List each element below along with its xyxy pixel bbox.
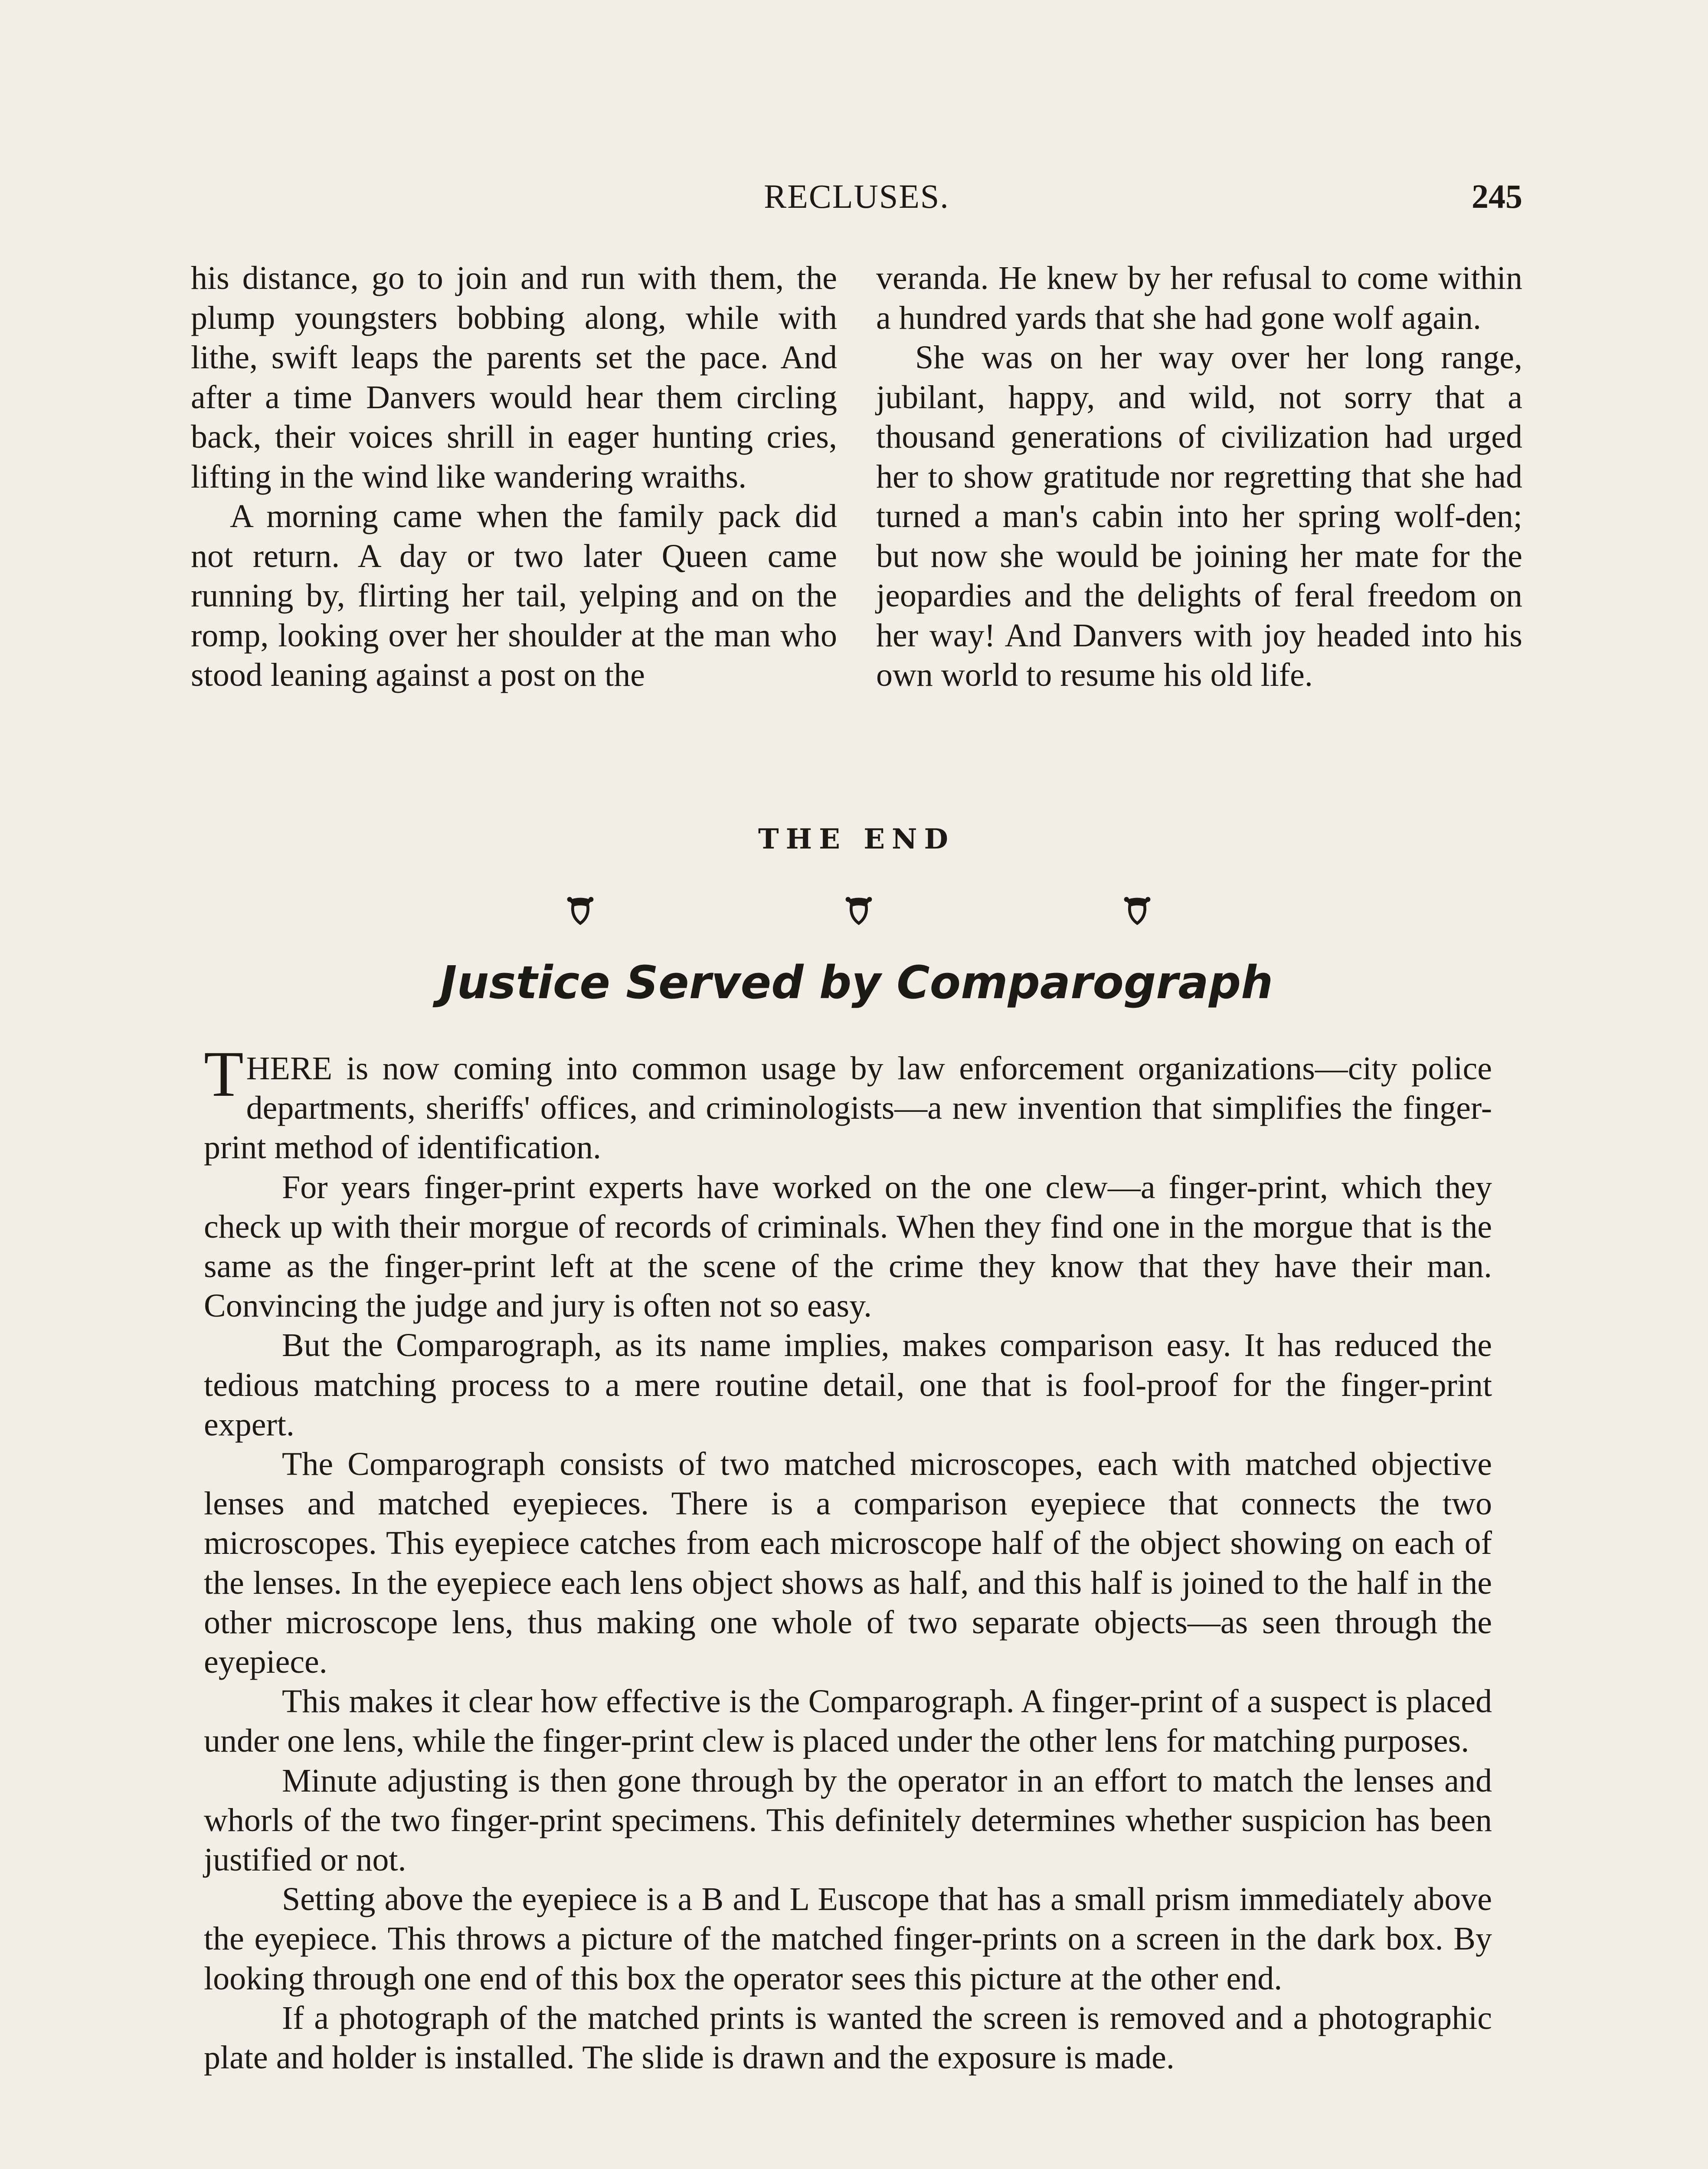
acorn-ornament-icon [1121, 894, 1154, 927]
right-column [876, 259, 1522, 695]
page-number: 245 [1472, 177, 1522, 215]
article-body [204, 1038, 1492, 2077]
article-paragraph-1 [204, 1038, 1492, 1168]
article-paragraph: Minute adjusting is then gone through by the operator in an effort to match the lenses and whorls of the two finger-print specimens. This definitely determines whether suspicion has been justified or not. [204, 1762, 1492, 1878]
section-ornaments [564, 894, 1154, 941]
right-paragraph-1: veranda. He knew by her refusal to come within a hundred yards that she had gone wolf again. [876, 260, 1522, 336]
acorn-ornament-icon [842, 894, 875, 927]
article-paragraph: For years finger-print experts have worked on the one clew—a finger-print, which they check up with their morgue of records of criminals. When they find one in the morgue that is the same as the finger-print left at the scene of the crime they know that they have their man. Convincing the judge and jury is often not so easy. [204, 1169, 1492, 1324]
right-paragraph-2: She was on her way over her long range, jubilant, happy, and wild, not sorry that a thousand generations of civilization had urged her to show gratitude nor regretting that she had turned a man's cabin into her spring wolf-den; but now she would be joining her mate for the jeopardies and the delights of feral freedom on her way! And Danvers with joy headed into his own world to resume his old life. [876, 339, 1522, 693]
article-paragraph: But the Comparograph, as its name implies, makes comparison easy. It has reduced the tedious matching process to a mere routine detail, one that is fool-proof for the finger-print expert. [204, 1327, 1492, 1443]
story-columns [191, 259, 1522, 695]
article-paragraph: The Comparograph consists of two matched microscopes, each with matched objective lenses and matched eyepieces. There is a comparison eyepiece that connects the two microscopes. This eyepiece catches from each microscope half of the object showing on each of the lenses. In the eyepiece each lens object shows as half, and this half is joined to the half in the other microscope lens, thus making one whole of two separate objects—as seen through the eyepiece. [204, 1446, 1492, 1681]
article-paragraph: If a photograph of the matched prints is wanted the screen is removed and a photographic plate and holder is installed. The slide is drawn and the exposure is made. [204, 1999, 1492, 2076]
left-paragraph-1: his distance, go to join and run with them, the plump youngsters bobbing along, while with lithe, swift leaps the parents set the pace. And after a time Danvers would hear them circling back, their voices shrill in eager hunting cries, lifting in the wind like wandering wraiths. [191, 260, 837, 495]
left-column [191, 259, 837, 695]
article-title: Justice Served by Comparograph [440, 956, 1273, 1009]
running-head [191, 173, 1522, 220]
running-title: RECLUSES. [764, 177, 949, 215]
left-paragraph-2: A morning came when the family pack did not return. A day or two later Queen came running by, flirting her tail, yelping and on the romp, looking over her shoulder at the man who stood leaning against a post on the [191, 498, 837, 693]
acorn-ornament-icon [564, 894, 597, 927]
article-paragraph: Setting above the eyepiece is a B and L Euscope that has a small prism immediately above the eyepiece. This throws a picture of the matched finger-prints on a screen in the dark box. By looking through one end of this box the operator sees this picture at the other end. [204, 1881, 1492, 1997]
drop-cap: T [204, 1038, 244, 1110]
first-paragraph-text: HERE is now coming into common usage by law enforcement organizations—city police departments, sheriffs' offices, and criminologists—a new invention that simplifies the finger-print method of identification. [204, 1050, 1492, 1166]
article-paragraph: This makes it clear how effective is the Comparograph. A finger-print of a suspect is placed under one lens, while the finger-print clew is placed under the other lens for matching purposes. [204, 1683, 1492, 1759]
the-end-label: THE END [758, 823, 955, 855]
